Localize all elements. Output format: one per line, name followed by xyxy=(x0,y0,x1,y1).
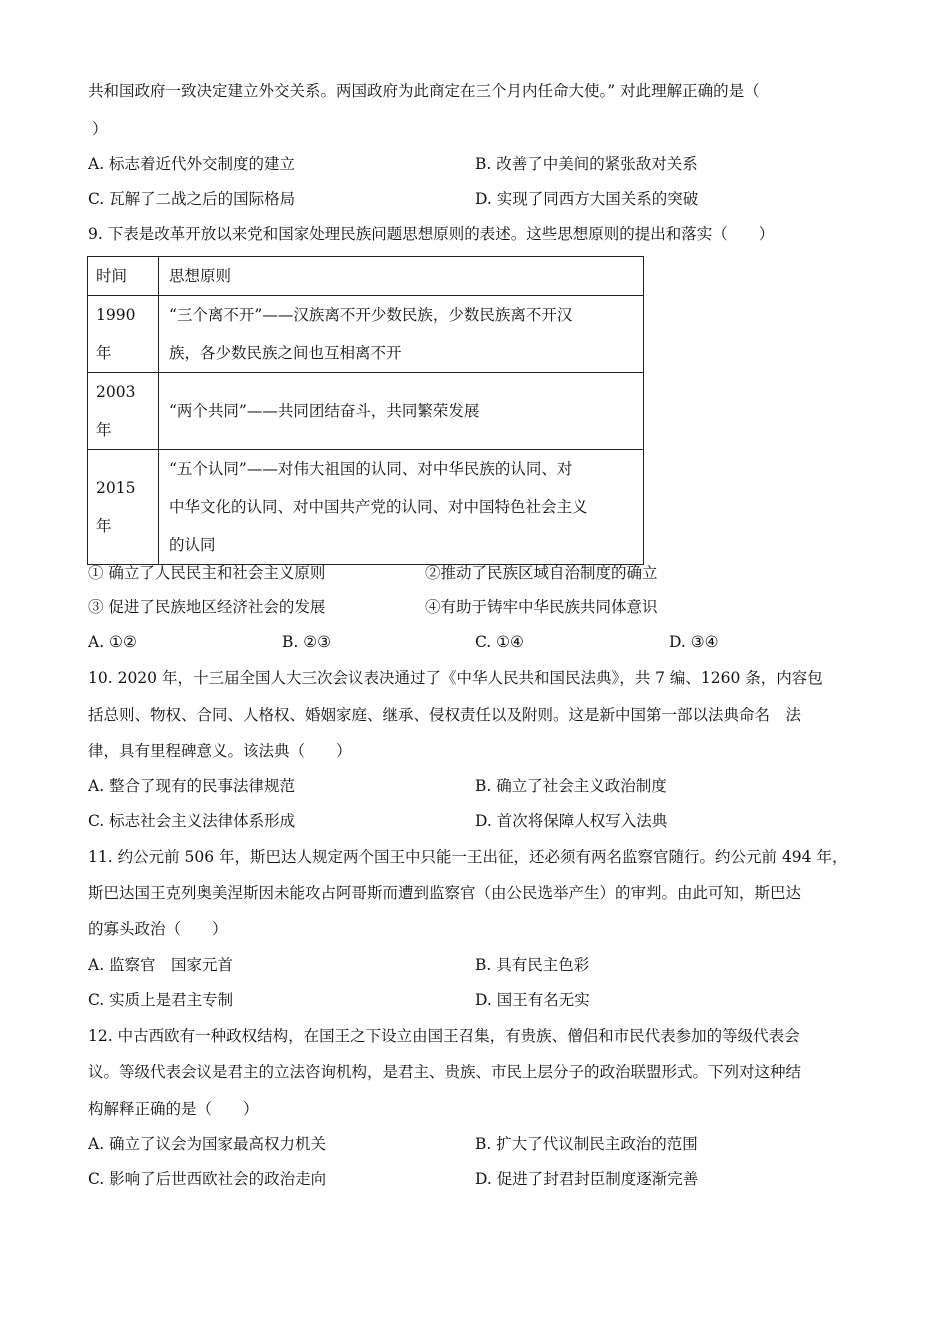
q9-statement-1: ① 确立了人民民主和社会主义原则 xyxy=(88,564,326,582)
table-cell-principle xyxy=(159,450,644,565)
q9-option-c[interactable]: C. ①④ xyxy=(475,633,524,651)
q9-statement-4: ④有助于铸牢中华民族共同体意识 xyxy=(425,598,658,616)
q8-option-a[interactable]: A. 标志着近代外交制度的建立 xyxy=(88,155,296,173)
q10-option-a[interactable]: A. 整合了现有的民事法律规范 xyxy=(88,777,296,795)
q11-stem-line-2: 斯巴达国王克列奥美涅斯因未能攻占阿哥斯而遭到监察官（由公民选举产生）的审判。由此可知，斯巴达 xyxy=(88,884,802,902)
q12-stem-line-1: 12. 中古西欧有一种政权结构，在国王之下设立由国王召集，有贵族、僧侣和市民代表参加的等级代表会 xyxy=(88,1027,800,1045)
q10-option-b[interactable]: B. 确立了社会主义政治制度 xyxy=(475,777,667,795)
principle-line: 族，各少数民族之间也互相离不开 xyxy=(169,344,402,362)
table-cell-principle xyxy=(159,296,644,373)
q8-option-b[interactable]: B. 改善了中美间的紧张敌对关系 xyxy=(475,155,698,173)
q8-stem-line-2: ） xyxy=(92,120,108,138)
table-row xyxy=(88,373,644,450)
q9-option-b[interactable]: B. ②③ xyxy=(282,633,332,651)
q9-principles-table xyxy=(87,256,644,565)
q9-statement-2: ②推动了民族区域自治制度的确立 xyxy=(425,564,658,582)
q12-stem-line-3: 构解释正确的是（ ） xyxy=(88,1100,259,1118)
principle-line: “三个离不开”——汉族离不开少数民族，少数民族离不开汉 xyxy=(169,306,573,324)
q10-stem-line-3: 律，具有里程碑意义。该法典（ ） xyxy=(88,742,352,760)
q9-stem: 9. 下表是改革开放以来党和国家处理民族问题思想原则的表述。这些思想原则的提出和落实（ ） xyxy=(88,225,775,243)
q12-option-d[interactable]: D. 促进了封君封臣制度逐渐完善 xyxy=(475,1170,699,1188)
q12-stem-line-2: 议。等级代表会议是君主的立法咨询机构，是君主、贵族、市民上层分子的政治联盟形式。下列对这种结 xyxy=(88,1063,802,1081)
q11-stem-line-3: 的寡头政治（ ） xyxy=(88,920,228,938)
q11-stem-line-1: 11. 约公元前 506 年，斯巴达人规定两个国王中只能一王出征，还必须有两名监察官随行。约公元前 494 年， xyxy=(88,848,848,866)
q9-statement-3: ③ 促进了民族地区经济社会的发展 xyxy=(88,598,326,616)
table-header-principle: 思想原则 xyxy=(159,257,644,296)
q12-option-a[interactable]: A. 确立了议会为国家最高权力机关 xyxy=(88,1135,327,1153)
q8-option-c[interactable]: C. 瓦解了二战之后的国际格局 xyxy=(88,190,296,208)
q11-option-a[interactable]: A. 监察官 国家元首 xyxy=(88,956,234,974)
table-header-row xyxy=(88,257,644,296)
q9-option-d[interactable]: D. ③④ xyxy=(669,633,719,651)
q12-option-b[interactable]: B. 扩大了代议制民主政治的范围 xyxy=(475,1135,698,1153)
q9-option-a[interactable]: A. ①② xyxy=(88,633,137,651)
table-row xyxy=(88,450,644,565)
q10-option-d[interactable]: D. 首次将保障人权写入法典 xyxy=(475,812,668,830)
q8-stem-line-1: 共和国政府一致决定建立外交关系。两国政府为此商定在三个月内任命大使。” 对此理解正确的是（ xyxy=(88,82,760,100)
principle-line: 的认同 xyxy=(169,536,216,554)
table-cell-year: 1990 年 xyxy=(88,296,159,373)
principle-line: “五个认同”——对伟大祖国的认同、对中华民族的认同、对 xyxy=(169,460,573,478)
q10-stem-line-2: 括总则、物权、合同、人格权、婚姻家庭、继承、侵权责任以及附则。这是新中国第一部以法典命名 法 xyxy=(88,706,802,724)
principle-line: 中华文化的认同、对中国共产党的认同、对中国特色社会主义 xyxy=(169,498,588,516)
q11-option-d[interactable]: D. 国王有名无实 xyxy=(475,991,590,1009)
q8-option-d[interactable]: D. 实现了同西方大国关系的突破 xyxy=(475,190,699,208)
q10-stem-line-1: 10. 2020 年，十三届全国人大三次会议表决通过了《中华人民共和国民法典》，共 7 编、1260 条，内容包 xyxy=(88,669,823,687)
table-header-time: 时间 xyxy=(88,257,159,296)
principle-line: “两个共同”——共同团结奋斗，共同繁荣发展 xyxy=(169,402,480,420)
q11-option-c[interactable]: C. 实质上是君主专制 xyxy=(88,991,234,1009)
table-cell-year: 2003 年 xyxy=(88,373,159,450)
table-row xyxy=(88,296,644,373)
table-cell-year: 2015 年 xyxy=(88,450,159,565)
q11-option-b[interactable]: B. 具有民主色彩 xyxy=(475,956,590,974)
q10-option-c[interactable]: C. 标志社会主义法律体系形成 xyxy=(88,812,296,830)
q12-option-c[interactable]: C. 影响了后世西欧社会的政治走向 xyxy=(88,1170,327,1188)
table-cell-principle xyxy=(159,373,644,450)
